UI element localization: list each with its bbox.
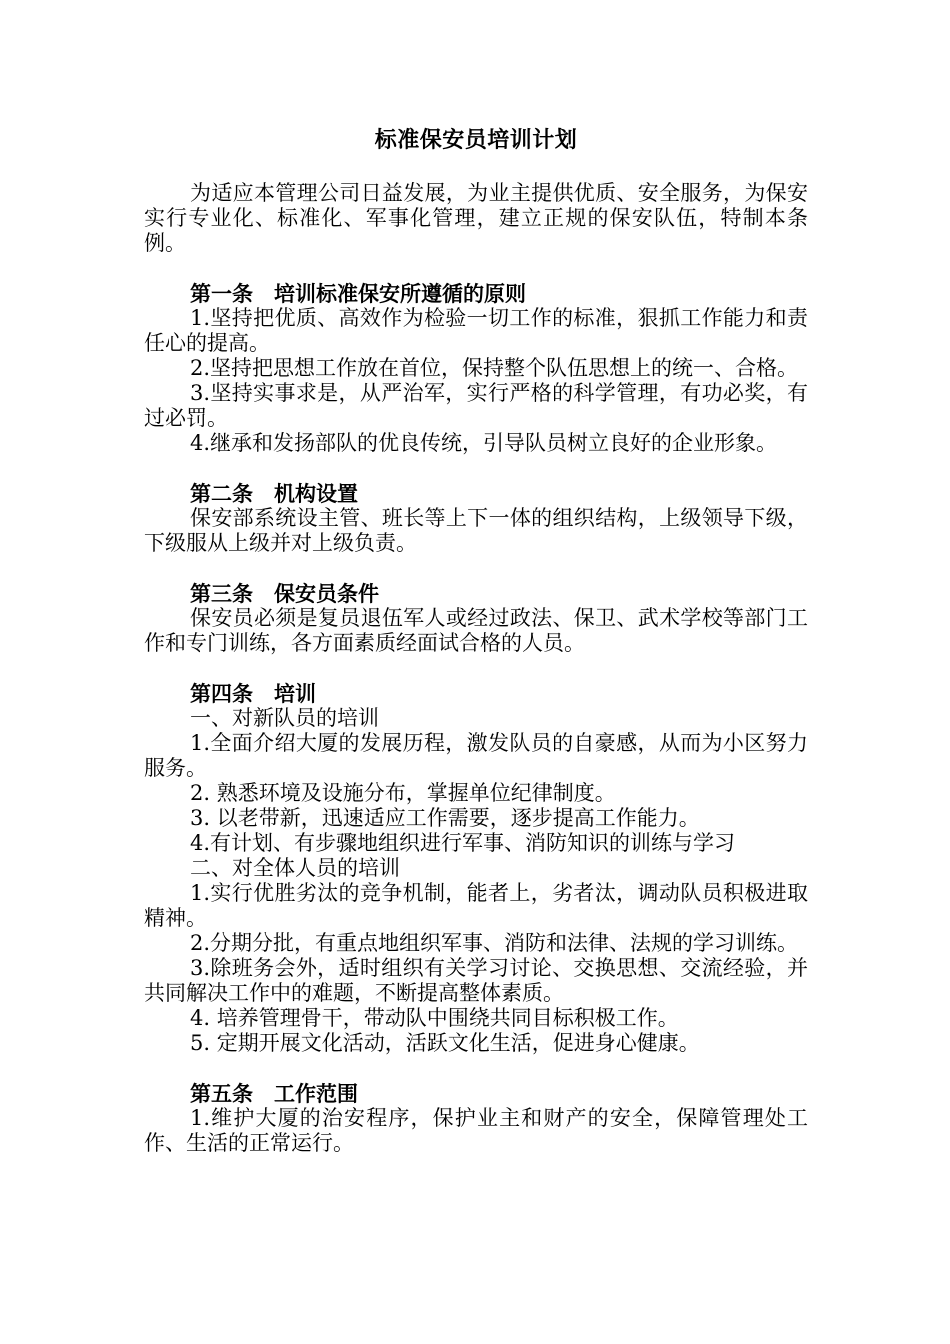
article-paragraph: 4. 培养管理骨干，带动队中围绕共同目标积极工作。 [190, 1006, 679, 1030]
article-paragraph: 5. 定期开展文化活动，活跃文化生活，促进身心健康。 [190, 1031, 700, 1055]
article-paragraph: 1.坚持把优质、高效作为检验一切工作的标准，狠抓工作能力和责任心的提高。 [144, 306, 808, 355]
article-heading: 第一条 培训标准保安所遵循的原则 [190, 281, 526, 306]
article-paragraph: 4.继承和发扬部队的优良传统，引导队员树立良好的企业形象。 [190, 431, 778, 455]
article-heading: 第二条 机构设置 [190, 481, 358, 506]
article-section [144, 281, 808, 456]
article-paragraph: 二、对全体人员的培训 [190, 856, 400, 880]
article-paragraph: 2. 熟悉环境及设施分布，掌握单位纪律制度。 [190, 781, 616, 805]
article-paragraph: 保安部系统设主管、班长等上下一体的组织结构，上级领导下级，下级服从上级并对上级负责。 [144, 506, 808, 555]
document-page [144, 126, 808, 1156]
article-heading: 第五条 工作范围 [190, 1081, 358, 1106]
article-section [144, 681, 808, 1056]
article-paragraph: 3.除班务会外，适时组织有关学习讨论、交换思想、交流经验，并共同解决工作中的难题，不断提高整体素质。 [144, 956, 808, 1005]
article-section [144, 1081, 808, 1156]
article-heading: 第三条 保安员条件 [190, 581, 379, 606]
article-paragraph: 1.实行优胜劣汰的竞争机制，能者上，劣者汰，调动队员积极进取精神。 [144, 881, 808, 930]
article-paragraph: 2.分期分批，有重点地组织军事、消防和法律、法规的学习训练。 [190, 931, 799, 955]
sections-container [144, 281, 808, 1156]
intro-paragraph: 为适应本管理公司日益发展，为业主提供优质、安全服务，为保安实行专业化、标准化、军事化管理，建立正规的保安队伍，特制本条例。 [144, 181, 808, 255]
article-paragraph: 2.坚持把思想工作放在首位，保持整个队伍思想上的统一、合格。 [190, 356, 799, 380]
article-paragraph: 3.坚持实事求是，从严治军，实行严格的科学管理，有功必奖，有过必罚。 [144, 381, 808, 430]
article-paragraph: 一、对新队员的培训 [190, 706, 379, 730]
document-title: 标准保安员培训计划 [374, 127, 578, 153]
article-heading: 第四条 培训 [190, 681, 316, 706]
article-paragraph: 4.有计划、有步骤地组织进行军事、消防知识的训练与学习 [190, 831, 736, 855]
article-paragraph: 1.全面介绍大厦的发展历程，激发队员的自豪感，从而为小区努力服务。 [144, 731, 808, 780]
article-paragraph: 保安员必须是复员退伍军人或经过政法、保卫、武术学校等部门工作和专门训练，各方面素质经面试合格的人员。 [144, 606, 808, 655]
article-section [144, 481, 808, 556]
article-paragraph: 1.维护大厦的治安程序，保护业主和财产的安全，保障管理处工作、生活的正常运行。 [144, 1106, 808, 1155]
article-section [144, 581, 808, 656]
article-paragraph: 3. 以老带新，迅速适应工作需要，逐步提高工作能力。 [190, 806, 700, 830]
